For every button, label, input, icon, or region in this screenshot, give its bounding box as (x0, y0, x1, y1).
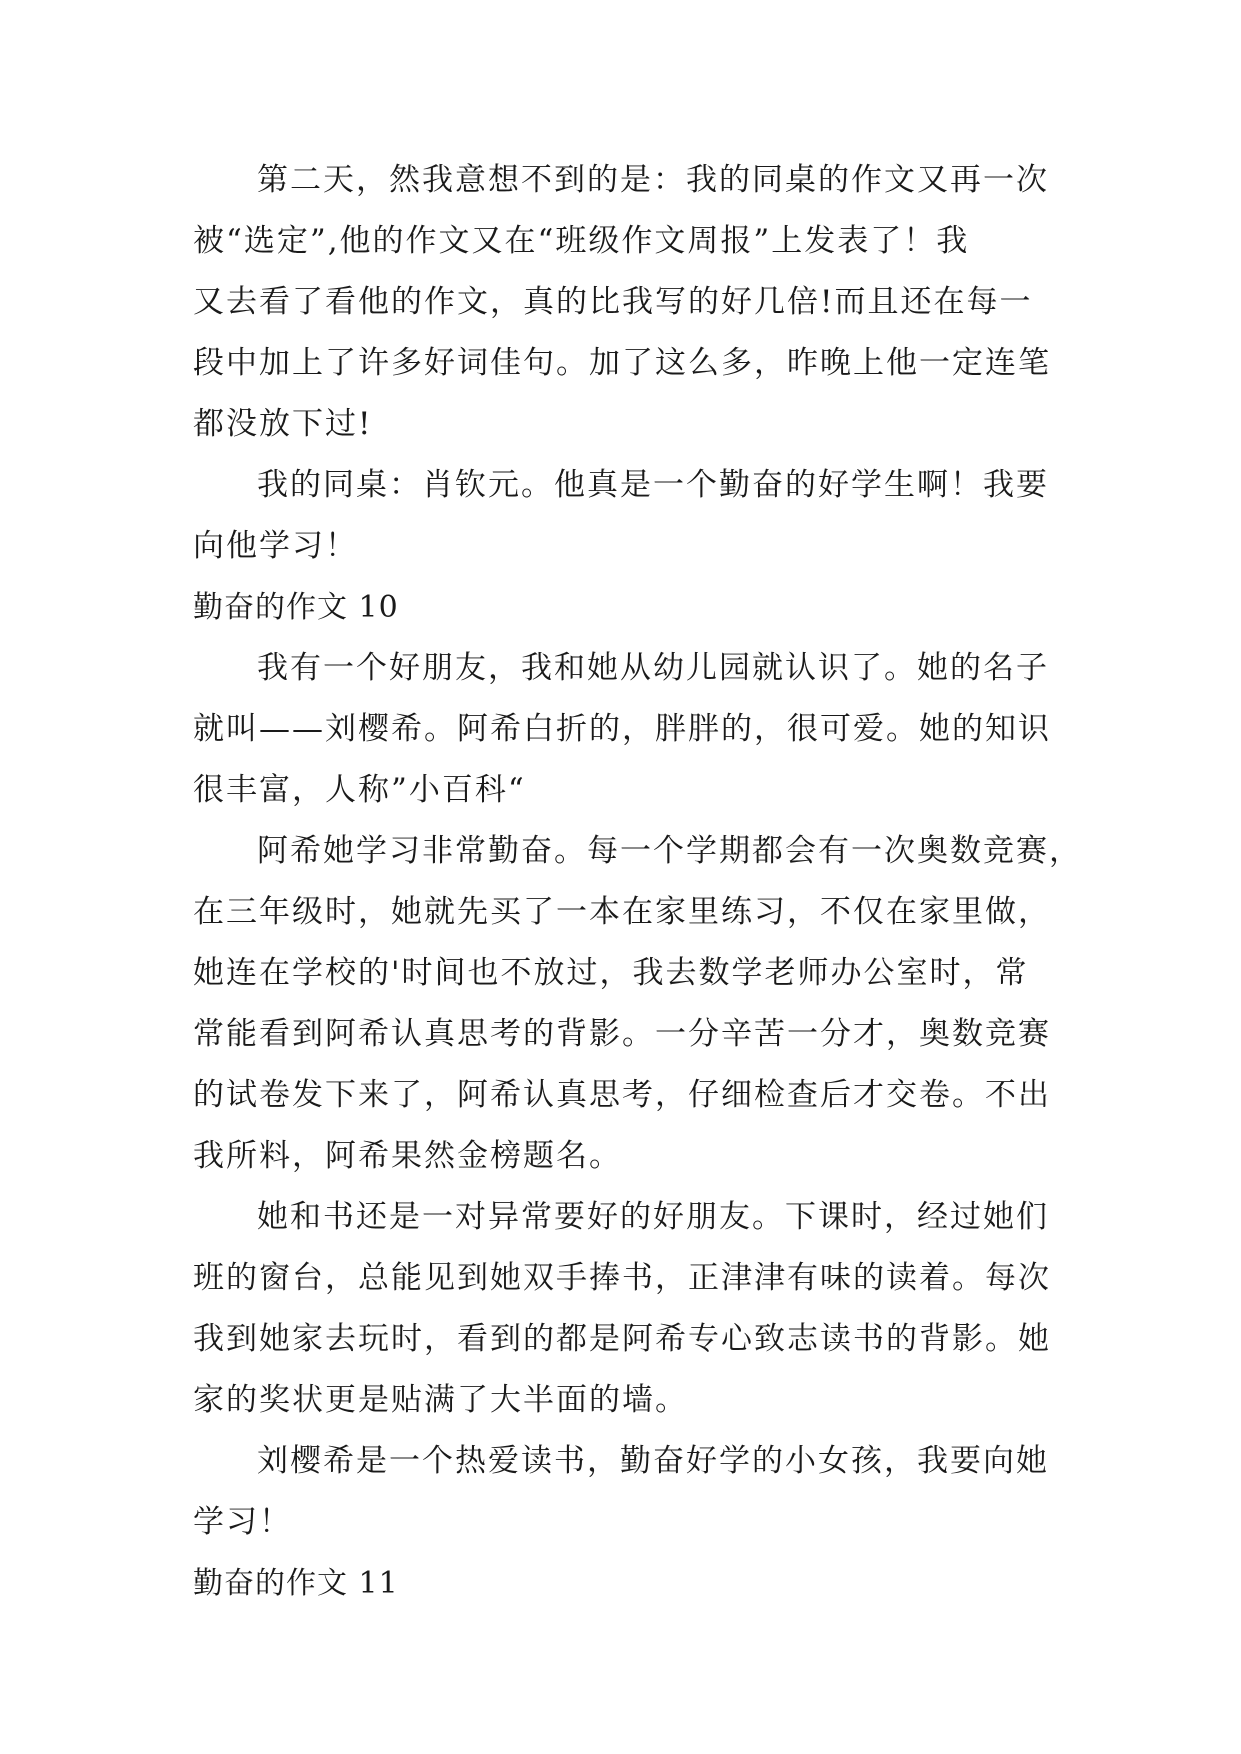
text-line: 很丰富，人称”小百科“ (193, 772, 526, 808)
text-line: 的试卷发下来了，阿希认真思考，仔细检查后才交卷。不出 (193, 1077, 1051, 1113)
text-line: 在三年级时，她就先买了一本在家里练习，不仅在家里做， (193, 894, 1051, 930)
text-line: 被“选定”,他的作文又在“班级作文周报”上发表了！我 (193, 223, 970, 259)
text-line: 第二天，然我意想不到的是：我的同桌的作文又再一次 (257, 162, 1049, 198)
text-line: 又去看了看他的作文，真的比我写的好几倍!而且还在每一 (193, 284, 1033, 320)
text-line: 向他学习！ (193, 528, 358, 564)
text-line: 刘樱希是一个热爱读书，勤奋好学的小女孩，我要向她 (257, 1443, 1049, 1479)
text-line: 学习！ (193, 1504, 292, 1540)
text-line: 班的窗台，总能见到她双手捧书，正津津有味的读着。每次 (193, 1260, 1051, 1296)
section-heading: 勤奋的作文 10 (193, 590, 399, 625)
text-line: 我所料，阿希果然金榜题名。 (193, 1138, 622, 1174)
text-line: 我到她家去玩时，看到的都是阿希专心致志读书的背影。她 (193, 1321, 1051, 1357)
document-page (193, 150, 1082, 1614)
text-line: 我的同桌：肖钦元。他真是一个勤奋的好学生啊！我要 (257, 467, 1049, 503)
text-line: 阿希她学习非常勤奋。每一个学期都会有一次奥数竞赛， (257, 833, 1082, 869)
text-line: 常能看到阿希认真思考的背影。一分辛苦一分才，奥数竞赛 (193, 1016, 1051, 1052)
text-line: 家的奖状更是贴满了大半面的墙。 (193, 1382, 688, 1418)
text-line: 她和书还是一对异常要好的好朋友。下课时，经过她们 (257, 1199, 1049, 1235)
section-heading: 勤奋的作文 11 (193, 1566, 399, 1601)
text-line: 就叫——刘樱希。阿希白折的，胖胖的，很可爱。她的知识 (193, 711, 1051, 747)
text-line: 都没放下过! (193, 406, 373, 442)
text-line: 她连在学校的'时间也不放过，我去数学老师办公室时，常 (193, 955, 1029, 991)
text-line: 我有一个好朋友，我和她从幼儿园就认识了。她的名子 (257, 650, 1049, 686)
text-line: 段中加上了许多好词佳句。加了这么多，昨晚上他一定连笔 (193, 345, 1051, 381)
